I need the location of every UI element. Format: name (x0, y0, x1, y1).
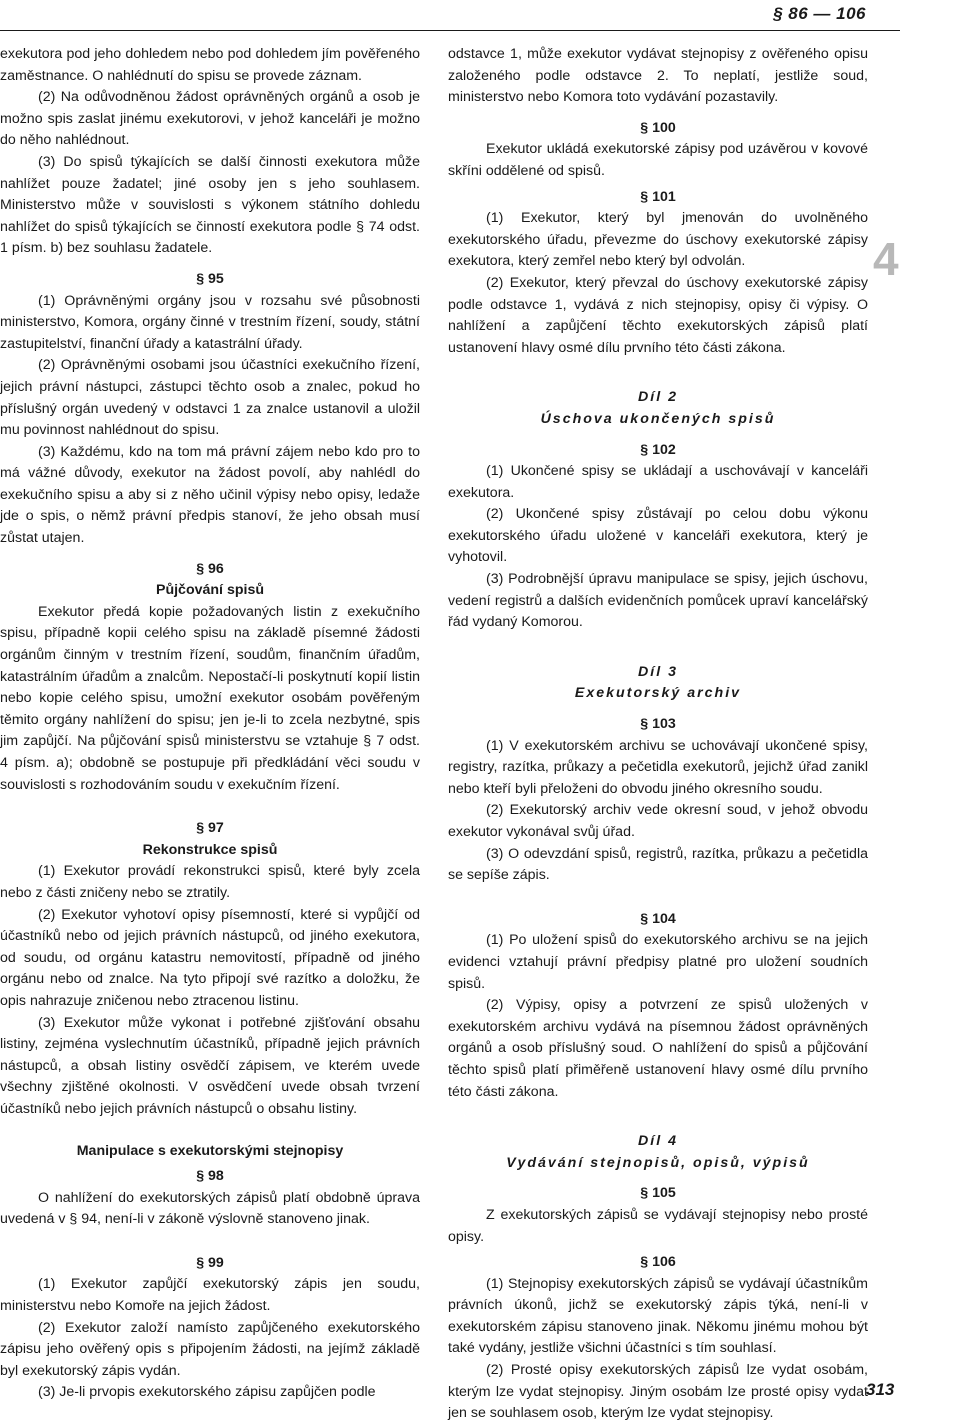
section-number: § 97 (196, 820, 224, 837)
part-title: Vydávání stejnopisů, opisů, výpisů (506, 1154, 810, 1171)
section-number: § 95 (196, 270, 224, 287)
paragraph: (1) Exekutor zapůjčí exekutorský zápis jen soudu, ministerstvu nebo Komoře na jejich žádost. (0, 1276, 420, 1315)
paragraph: Z exekutorských zápisů se vydávají stejnopisy nebo prosté opisy. (448, 1206, 868, 1245)
paragraph: (2) Exekutor založí namísto zapůjčeného exekutorského zápisu jeho ověřený opis s připojením žádosti, na jejímž základě byl exekutorský zápis vydán. (0, 1319, 420, 1379)
section-number: § 103 (640, 716, 676, 733)
section-title: Rekonstrukce spisů (142, 841, 278, 858)
paragraph: exekutora pod jeho dohledem nebo pod dohledem jím pověřeného zaměstnance. O nahlédnutí do spisu se provede záznam. (0, 46, 420, 84)
paragraph: (3) Do spisů týkajících se další činnosti exekutora může nahlížet pouze žadatel; jiné osoby jen s jeho souhlasem. Ministerstvo může v souvislosti s výkonem státního dohledu nahlížet do spisů týkajících se činností exekutora podle § 74 odst. 1 písm. b) bez souhlasu žadatele. (0, 153, 420, 257)
part-number: Díl 3 (638, 663, 678, 680)
paragraph: (2) Exekutorský archiv vede okresní soud, v jehož obvodu exekutor vykonával svůj úřad. (448, 802, 868, 840)
paragraph: (2) Na odůvodněnou žádost oprávněných orgánů a osob je možno spis zaslat jinému exekutorovi, v jehož kanceláři je možno do něho nahlédnout. (0, 89, 420, 149)
paragraph: (3) Podrobnější úpravu manipulace se spisy, jejich úschovu, vedení registrů a dalších evidenčních pomůcek upraví kancelářský řád vydaný Komorou. (448, 571, 868, 631)
paragraph: (1) Exekutor, který byl jmenován do uvolněného exekutorského úřadu, převezme do úschovy exekutorské zápisy exekutora, který zemřel nebo který byl odvolán. (448, 210, 868, 270)
part-title: Exekutorský archiv (574, 685, 742, 702)
part-title: Úschova ukončených spisů (540, 410, 776, 427)
paragraph: (1) V exekutorském archivu se uchovávají ukončené spisy, registry, razítka, průkazy a pečetidla exekutorů, jejichž úřad zanikl nebo kteří byli přeloženi do obvodu jiného okresního soudu. (448, 737, 868, 797)
paragraph: (1) Oprávněnými orgány jsou v rozsahu své působnosti ministerstvo, Komora, orgány činné v trestním řízení, soudy, státní zastupitelství, finanční úřady a katastrální úřady. (0, 292, 420, 352)
header-rule (0, 30, 900, 31)
paragraph: (1) Stejnopisy exekutorských zápisů se vydávají účastníkům právních úkonů, jichž se exekutorský zápis týká, není-li v exekutorském zápisu stanoveno jinak. Někomu jinému mohou být také vydány, jestliže všichni účastníci s tím souhlasí. (448, 1275, 868, 1357)
paragraph: odstavce 1, může exekutor vydávat stejnopisy z ověřeného opisu založeného podle odstavce 2. To neplatí, jestliže soud, ministerstvo nebo Komora toto vydávání pozastavily. (448, 46, 868, 106)
paragraph: (2) Výpisy, opisy a potvrzení ze spisů uložených v exekutorském archivu vydává na písemnou žádost oprávněných orgánů a osob příslušný soud. O nahlížení do spisů a půjčování těchto spisů platí přiměřeně ustanovení hlavy osmé dílu prvního této části zákona. (448, 997, 868, 1100)
paragraph: (2) Exekutor vyhotoví opisy písemností, které si vypůjčí od účastníků nebo od jejich právních nástupců, od jiného exekutora, od soudu, od orgánu katastru nemovitostí, případně od jiného orgánu nebo od znalce. Na tyto připojí své razítko a doložku, že opis nahrazuje zničenou nebo ztracenou listinu. (0, 906, 420, 1009)
paragraph: (1) Po uložení spisů do exekutorského archivu se na jejich evidenci vztahují právní předpisy platné pro uložení soudních spisů. (448, 932, 868, 992)
section-number: § 96 (196, 560, 224, 577)
paragraph: (3) Exekutor může vykonat i potřebné zjišťování obsahu listiny, zejména vyslechnutím účastníků, případně jejich právních nástupců, a obsah listiny osvědčí zápisem, ve kterém uvede všechny zjištěné okolnosti. V osvědčení uvede obsah tvrzení účastníků nebo jejich právních nástupců o obsahu listiny. (0, 1014, 420, 1117)
section-number: § 102 (640, 441, 676, 458)
running-head: § 86 — 106 (773, 4, 866, 23)
chapter-number: 4 (873, 233, 899, 285)
subheading: Manipulace s exekutorskými stejnopisy (76, 1142, 344, 1159)
paragraph: (3) Je-li prvopis exekutorského zápisu zapůjčen podle (38, 1384, 376, 1401)
paragraph: (1) Exekutor provádí rekonstrukci spisů, které byly zcela nebo z části zničeny nebo se ztratily. (0, 863, 420, 901)
section-number: § 105 (640, 1185, 676, 1202)
paragraph: (2) Exekutor, který převzal do úschovy exekutorské zápisy podle odstavce 1, vydává z nich stejnopisy, opisy či výpisy. O nahlížení a zapůjčení těchto exekutorských zápisů platí ustanovení hlavy osmé dílu prvního této části zákona. (448, 274, 868, 356)
paragraph: (2) Prosté opisy exekutorských zápisů lze vydat osobám, kterým lze vydat stejnopisy. Jiným osobám lze prosté opisy vydat jen se souhlasem osob, kterým lze vydat stejnopisy. (448, 1362, 868, 1422)
paragraph: (3) O odevzdání spisů, registrů, razítka, průkazu a pečetidla se sepíše zápis. (448, 845, 868, 884)
paragraph: Exekutor ukládá exekutorské zápisy pod uzávěrou v kovové skříni oddělené od spisů. (448, 141, 868, 179)
paragraph: (3) Každému, kdo na tom má právní zájem nebo kdo pro to má vážné důvody, exekutor na žádost povolí, aby nahlédl do exekučního spisu a aby si z něho učinil výpisy nebo opisy, ledaže jde o spis, o němž právní předpis stanoví, že jeho obsah musí zůstat utajen. (0, 443, 420, 547)
section-title: Půjčování spisů (155, 582, 264, 599)
paragraph: (2) Ukončené spisy zůstávají po celou dobu výkonu exekutorského úřadu uložené v kanceláři exekutora, který je vyhotovil. (448, 506, 868, 566)
section-number: § 100 (640, 119, 676, 136)
section-number: § 106 (640, 1254, 676, 1271)
paragraph: O nahlížení do exekutorských zápisů platí obdobně úprava uvedená v § 94, není-li v zákoně výslovně stanoveno jinak. (0, 1189, 420, 1228)
section-number: § 101 (640, 188, 676, 205)
paragraph: (2) Oprávněnými osobami jsou účastníci exekučního řízení, jejich právní nástupci, zástupci těchto osob a znalec, pokud ho příslušný orgán uvedený v odstavci 1 za znalce ustanovil a uložil mu povinnost nahlédnout do spisu. (0, 357, 420, 439)
paragraph: Exekutor předá kopie požadovaných listin z exekučního spisu, případně kopii celého spisu na základě písemné žádosti orgánům činným v trestním řízení, soudům, finančním úřadům, katastrálním úřadům a znalcům. Nepostačí-li poskytnutí kopií listin nebo kopie celého spisu, umožní exekutor osobám pověřeným těmito orgány nahlížení do spisu; jen je-li to zcela nezbytné, spis jim zapůjčí. Na půjčování spisů ministerstvu se vztahuje § 7 odst. 4 písm. a); obdobně se postupuje při předkládání věci soudu v souvislosti s rozhodováním soudu v exekučním řízení. (0, 603, 420, 793)
section-number: § 99 (196, 1254, 224, 1271)
paragraph: (1) Ukončené spisy se ukládají a uschovávají v kanceláři exekutora. (448, 463, 868, 501)
part-number: Díl 2 (638, 389, 678, 406)
left-column (0, 44, 420, 1404)
section-number: § 98 (196, 1168, 224, 1185)
part-number: Díl 4 (638, 1133, 678, 1150)
right-column (448, 44, 868, 1425)
section-number: § 104 (640, 910, 676, 927)
page-number: 313 (866, 1380, 895, 1399)
